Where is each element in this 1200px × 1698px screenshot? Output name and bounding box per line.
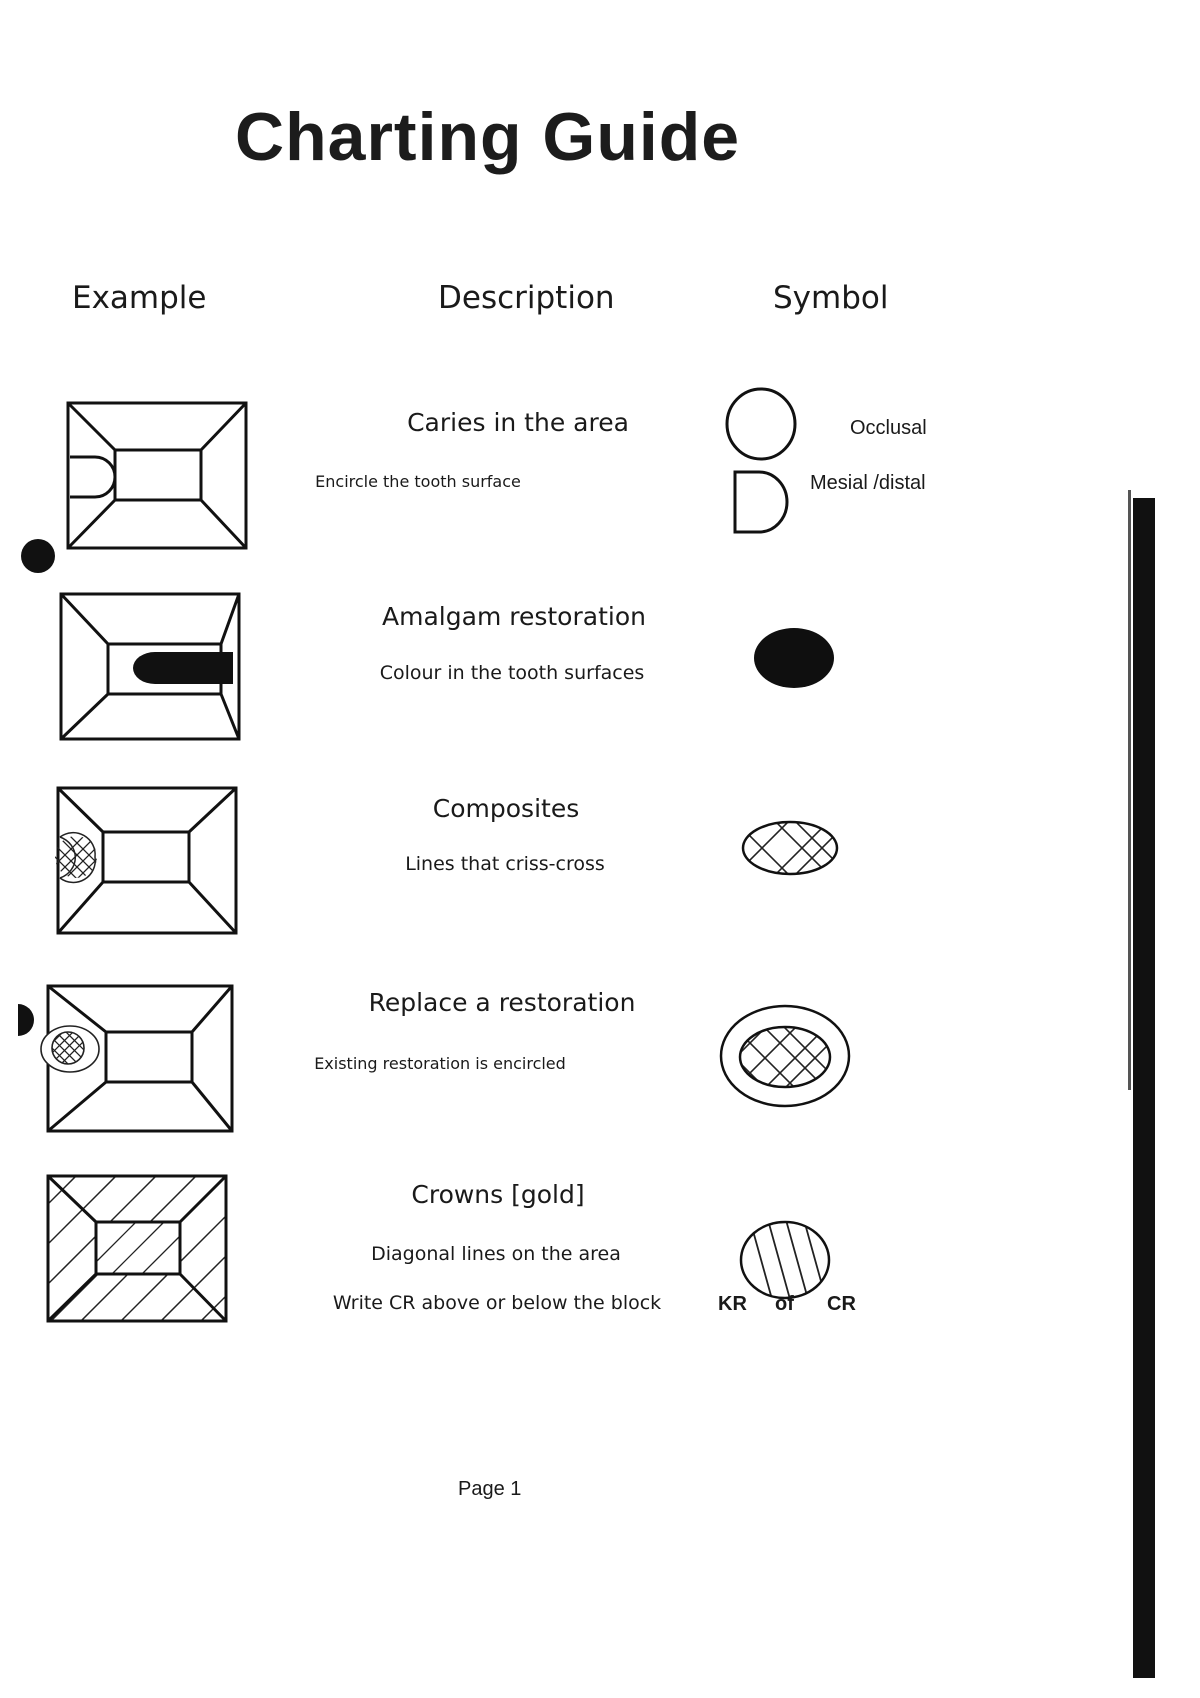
tooth-diagram-icon xyxy=(55,588,245,748)
row-title-replace: Replace a restoration xyxy=(368,988,636,1017)
row-title-amalgam: Amalgam restoration xyxy=(382,602,646,631)
column-header-example: Example xyxy=(72,280,207,316)
crosshatch-oval-icon xyxy=(742,818,852,888)
row-text-amalgam: Colour in the tooth surfaces xyxy=(379,662,645,684)
symbol-label-cr: CR xyxy=(827,1293,856,1315)
circle-icon xyxy=(723,386,803,466)
symbol-label-occlusal: Occlusal xyxy=(850,417,927,439)
row-text-replace: Existing restoration is encircled xyxy=(314,1054,566,1073)
symbol-label-mesial-distal: Mesial /distal xyxy=(810,472,926,494)
tooth-diagram-icon xyxy=(60,395,250,555)
row-text-composites: Lines that criss-cross xyxy=(405,853,605,875)
filled-oval-icon xyxy=(752,626,842,696)
symbol-label-kr: KR xyxy=(718,1293,747,1315)
row-title-composites: Composites xyxy=(432,794,580,823)
tooth-diagram-icon xyxy=(52,782,242,942)
tooth-diagram-icon xyxy=(42,1170,232,1330)
tooth-diagram-icon xyxy=(42,978,242,1138)
page-number: Page 1 xyxy=(458,1478,522,1500)
scan-edge-bar xyxy=(1133,498,1155,1678)
scan-edge-thin xyxy=(1128,490,1131,1090)
column-header-symbol: Symbol xyxy=(773,280,889,316)
column-header-description: Description xyxy=(438,280,615,316)
symbol-label-of: of xyxy=(775,1293,794,1315)
row-text-crowns-2: Write CR above or below the block xyxy=(332,1292,662,1314)
page-title: Charting Guide xyxy=(235,99,741,175)
row-text-caries: Encircle the tooth surface xyxy=(315,472,521,491)
row-text-crowns: Diagonal lines on the area xyxy=(371,1243,621,1265)
marker-dot-icon xyxy=(20,538,60,578)
double-ring-crosshatch-icon xyxy=(720,1003,860,1113)
marker-half-dot-icon xyxy=(16,1002,46,1042)
row-title-caries: Caries in the area xyxy=(407,408,629,437)
row-title-crowns: Crowns [gold] xyxy=(411,1180,585,1209)
d-shape-icon xyxy=(733,468,803,538)
